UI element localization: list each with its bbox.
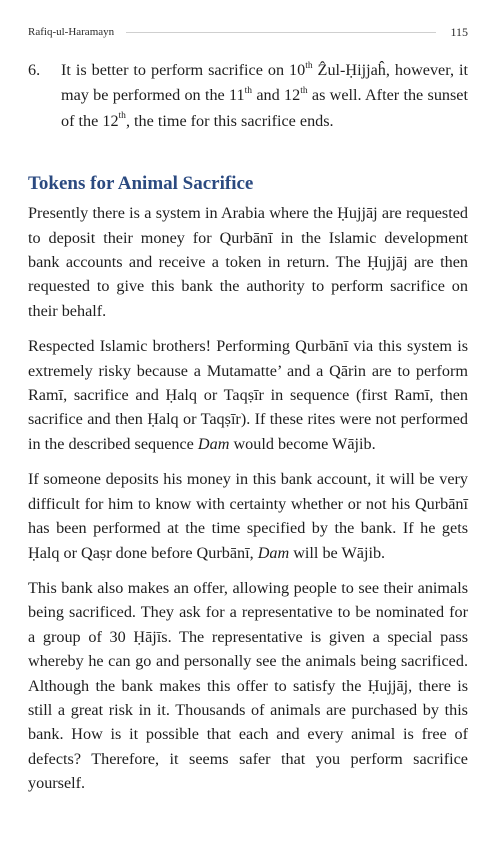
section-heading: Tokens for Animal Sacrifice [28,173,254,195]
list-item-number: 6. [28,61,41,79]
header-rule [126,32,436,33]
paragraph-text: will be Wājib. [289,543,386,562]
italic-term: Dam [197,434,230,453]
ordinal-suffix: th [300,86,308,97]
paragraph-text: Respected Islamic brothers! Performing Qurbānī via this system is extremely risky because a Mutamatte’ and a Qārin are to perform Ramī, sacrifice and Ḥalq or Taqṣīr in sequence (first Ramī, then sacrifice and then Ḥalq or Taqṣīr). If these rites were not performed in the described sequence [28,337,468,453]
list-item-text-part: Ẑul-Ḥijjaĥ, however, it may be performed on the 11 [61,61,468,105]
page-body [28,58,468,807]
list-item-text-part: It is better to perform sacrifice on 10 [61,61,306,79]
paragraph-text: If someone deposits his money in this bank account, it will be very difficult for him to know with certainty whether or not his Qurbānī has been performed at the time specified by the bank. If he gets Ḥalq or Qaṣr done before Qurbānī, [28,470,468,562]
paragraph-3 [28,467,468,565]
ordinal-suffix: th [305,60,313,71]
paragraph-text: would become Wājib. [229,434,376,453]
list-item-text-part: , the time for this sacrifice ends. [125,111,334,130]
list-item-text-part: and 12 [252,86,301,105]
ordinal-suffix: th [244,86,253,97]
list-item-text-part: as well. After the sunset of the 12 [61,86,468,130]
book-title: Rafiq-ul-Haramayn [28,26,115,38]
ordinal-suffix: th [118,111,126,122]
italic-term: Dam [257,543,290,562]
list-item-text [61,58,468,134]
paragraph-2 [28,334,468,456]
list-item-6 [28,58,468,134]
paragraph-1: Presently there is a system in Arabia where the Ḥujjāj are requested to deposit their money for Qurbānī in the Islamic development bank accounts and receive a token in return. The Ḥujjāj are then requested to give this bank the authority to perform sacrifice on their behalf. [28,204,468,320]
running-header [28,22,468,42]
paragraph-4: This bank also makes an offer, allowing people to see their animals being sacrificed. They ask for a representative to be nominated for a group of 30 Ḥājīs. The representative is given a special pass whereby he can go and personally see the animals being sacrificed. Although the bank makes this offer to satisfy the Ḥujjāj, there is still a great risk in it. Thousands of animals are purchased by this bank. How is it possible that each and every animal is free of defects? Therefore, it seems safer that you perform sacrifice yourself. [28,578,468,793]
page-number: 115 [450,24,468,39]
